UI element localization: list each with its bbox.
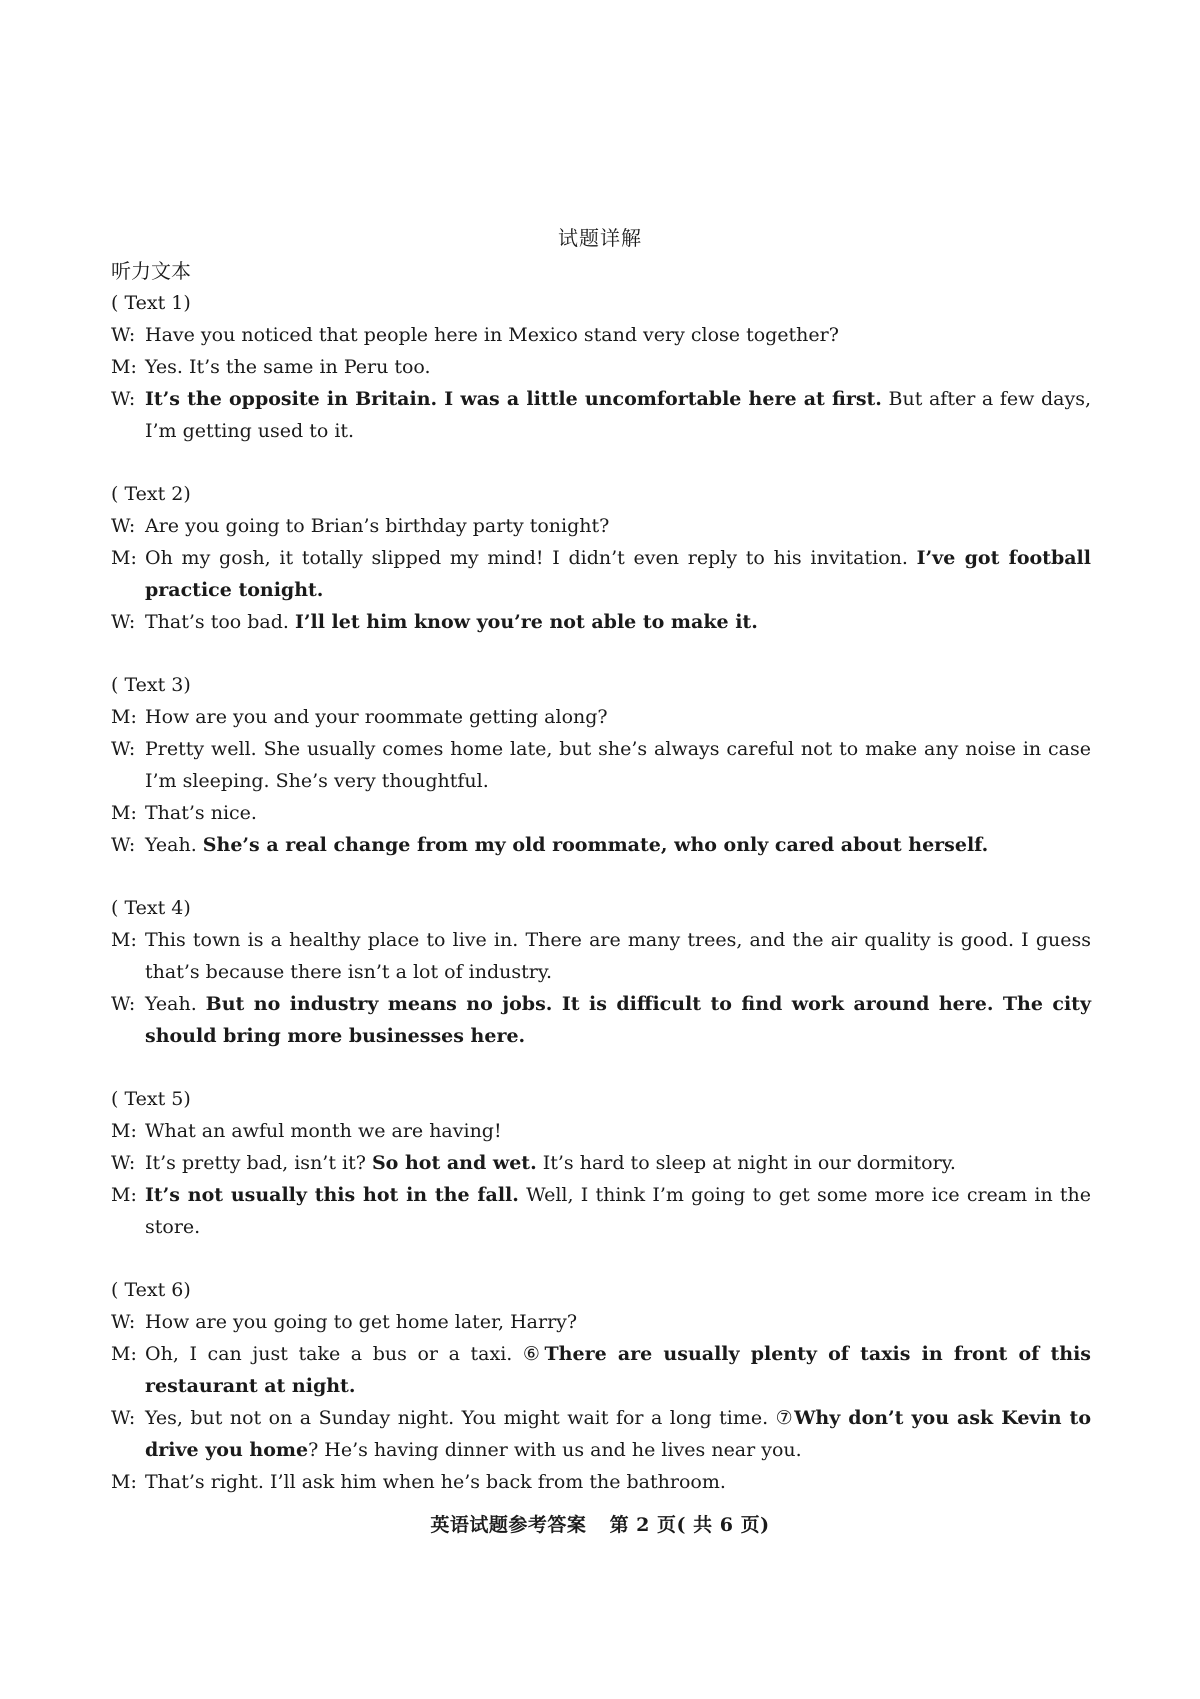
utterance-text: Yes, but not on a Sunday night. You might wait for a long time. ⑦ <box>145 1407 795 1429</box>
dialogue-line <box>111 829 1091 861</box>
dialogue-line <box>111 1179 1091 1243</box>
utterance <box>145 733 1091 797</box>
utterance-text: This town is a healthy place to live in. There are many trees, and the air quality is good. I guess that’s because there isn’t a lot of industry. <box>145 929 1091 983</box>
utterance <box>145 1306 1091 1338</box>
text-label: ( Text 4) <box>111 897 191 919</box>
utterance <box>145 383 1091 447</box>
speaker-label: M: <box>111 706 137 728</box>
utterance <box>145 988 1091 1052</box>
key-sentence: There are usually plenty of taxis in front of this restaurant at night. <box>145 1343 1092 1397</box>
dialogue-line <box>111 1338 1091 1402</box>
speaker-label: W: <box>111 1152 136 1174</box>
dialogue-line <box>111 1115 1091 1147</box>
utterance-text: It’s hard to sleep at night in our dormitory. <box>536 1152 956 1174</box>
utterance-text: That’s nice. <box>145 802 257 824</box>
utterance <box>145 510 1091 542</box>
dialogue-line <box>111 351 1091 383</box>
text-label: ( Text 2) <box>111 483 191 505</box>
dialogue-line <box>111 510 1091 542</box>
speaker-label: W: <box>111 611 136 633</box>
page-title: 试题详解 <box>558 226 642 250</box>
footer-page-number: 第 2 页( 共 6 页) <box>609 1514 770 1536</box>
utterance-text: Yeah. <box>145 834 203 856</box>
speaker-label: W: <box>111 834 136 856</box>
speaker-label: W: <box>111 1407 136 1429</box>
dialogue-line <box>111 542 1091 606</box>
key-sentence: She’s a real change from my old roommate, who only cared about herself. <box>202 834 989 856</box>
text-block <box>111 1274 1091 1498</box>
speaker-label: W: <box>111 738 136 760</box>
dialogue-line <box>111 319 1091 351</box>
utterance-text: ? He’s having dinner with us and he lives near you. <box>308 1439 802 1461</box>
utterance <box>145 1466 1091 1498</box>
dialogue-line <box>111 924 1091 988</box>
utterance <box>145 542 1091 606</box>
utterance-text: Pretty well. She usually comes home late, but she’s always careful not to make any noise in case I’m sleeping. She’s very thoughtful. <box>145 738 1091 792</box>
speaker-label: M: <box>111 1120 137 1142</box>
footer-doc-name: 英语试题参考答案 <box>430 1514 587 1536</box>
utterance <box>145 1338 1091 1402</box>
utterance <box>145 701 1091 733</box>
speaker-label: M: <box>111 1184 137 1206</box>
dialogue-line <box>111 701 1091 733</box>
speaker-label: M: <box>111 1343 137 1365</box>
speaker-label: W: <box>111 324 136 346</box>
text-label: ( Text 1) <box>111 292 191 314</box>
text-label: ( Text 3) <box>111 674 191 696</box>
speaker-label: W: <box>111 388 136 410</box>
key-sentence: It’s the opposite in Britain. I was a little uncomfortable here at first. <box>145 388 882 410</box>
utterance <box>145 1179 1091 1243</box>
utterance-text: Have you noticed that people here in Mexico stand very close together? <box>145 324 839 346</box>
section-label: 听力文本 <box>111 259 191 283</box>
utterance <box>145 924 1091 988</box>
speaker-label: M: <box>111 1471 137 1493</box>
utterance-text: Yeah. <box>145 993 206 1015</box>
utterance-text: What an awful month we are having! <box>145 1120 502 1142</box>
utterance-text: That’s too bad. <box>145 611 295 633</box>
text-label: ( Text 5) <box>111 1088 191 1110</box>
utterance-text: Well, I think I’m going to get some more ice cream in the store. <box>145 1184 1092 1238</box>
dialogue-line <box>111 383 1091 447</box>
speaker-label: W: <box>111 993 136 1015</box>
utterance <box>145 319 1091 351</box>
key-sentence: But no industry means no jobs. It is difficult to find work around here. The city should bring more businesses here. <box>145 993 1092 1047</box>
utterance <box>145 606 1091 638</box>
utterance-text: Yes. It’s the same in Peru too. <box>145 356 431 378</box>
speaker-label: W: <box>111 1311 136 1333</box>
utterance-text: How are you going to get home later, Harry? <box>145 1311 578 1333</box>
key-sentence: I’ll let him know you’re not able to make it. <box>295 611 758 633</box>
page-footer <box>0 1510 1200 1537</box>
dialogue-line <box>111 1466 1091 1498</box>
utterance-text: That’s right. I’ll ask him when he’s back from the bathroom. <box>145 1471 726 1493</box>
utterance-text: How are you and your roommate getting along? <box>145 706 608 728</box>
dialogue-line <box>111 733 1091 797</box>
utterance-text: Oh, I can just take a bus or a taxi. ⑥ <box>145 1343 545 1365</box>
speaker-label: W: <box>111 515 136 537</box>
speaker-label: M: <box>111 356 137 378</box>
utterance <box>145 351 1091 383</box>
text-block <box>111 478 1091 638</box>
text-block <box>111 1083 1091 1243</box>
dialogue-line <box>111 988 1091 1052</box>
utterance-text: But after a few days, I’m getting used to it. <box>145 388 1091 442</box>
key-sentence: It’s not usually this hot in the fall. <box>145 1184 519 1206</box>
speaker-label: M: <box>111 929 137 951</box>
utterance <box>145 1402 1091 1466</box>
utterance <box>145 1147 1091 1179</box>
speaker-label: M: <box>111 802 137 824</box>
dialogue-line <box>111 1402 1091 1466</box>
dialogue-line <box>111 1306 1091 1338</box>
key-sentence: So hot and wet. <box>371 1152 537 1174</box>
utterance-text: Oh my gosh, it totally slipped my mind! I didn’t even reply to his invitation. <box>145 547 917 569</box>
key-sentence: Why don’t you ask Kevin to drive you home <box>145 1407 1091 1461</box>
text-label: ( Text 6) <box>111 1279 191 1301</box>
utterance <box>145 1115 1091 1147</box>
dialogue-line <box>111 797 1091 829</box>
utterance-text: Are you going to Brian’s birthday party tonight? <box>145 515 610 537</box>
utterance <box>145 829 1091 861</box>
text-block <box>111 669 1091 861</box>
utterance-text: It’s pretty bad, isn’t it? <box>145 1152 372 1174</box>
key-sentence: I’ve got football practice tonight. <box>145 547 1091 601</box>
dialogue-line <box>111 1147 1091 1179</box>
text-block <box>111 287 1091 447</box>
speaker-label: M: <box>111 547 137 569</box>
text-block <box>111 892 1091 1052</box>
transcript-content <box>111 287 1091 1529</box>
utterance <box>145 797 1091 829</box>
dialogue-line <box>111 606 1091 638</box>
